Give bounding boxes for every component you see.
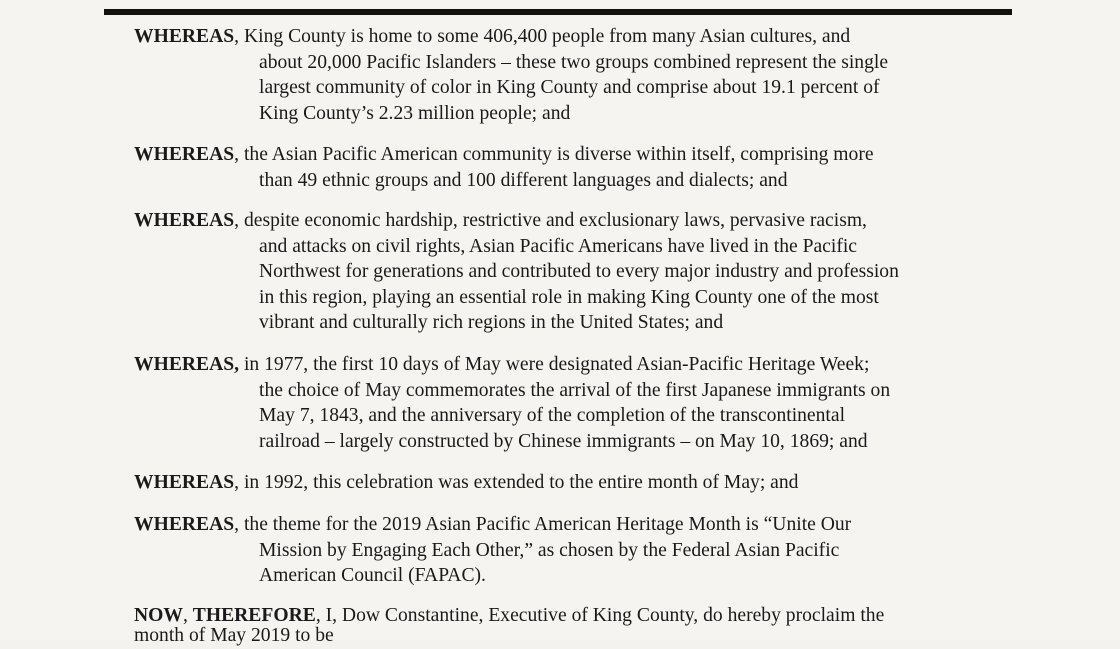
therefore-keyword: THEREFORE	[192, 605, 316, 626]
whereas-paragraph-3: WHEREAS, despite economic hardship, restrictive and exclusionary laws, pervasive racism, and attacks on civil rights, Asian Pacific Americans have lived in the Pacific Northwest for generations and contributed to every major industry and profession in this region, playing an essential role in making King County one of the most vibrant and culturally rich regions in the United States; and	[134, 210, 899, 334]
whereas-paragraph-6: WHEREAS, the theme for the 2019 Asian Pacific American Heritage Month is “Unite Our Mission by Engaging Each Other,” as chosen by the Federal Asian Pacific American Council (FAPAC).	[134, 514, 852, 587]
whereas-paragraph-1: WHEREAS, King County is home to some 406,400 people from many Asian cultures, and about 20,000 Pacific Islanders – these two groups combined represent the single largest community of color in King County and comprise about 19.1 percent of King County’s 2.23 million people; and	[134, 26, 889, 124]
whereas-keyword: WHEREAS	[134, 210, 235, 231]
whereas-keyword: WHEREAS,	[134, 354, 240, 375]
whereas-keyword: WHEREAS	[134, 472, 235, 493]
now-keyword: NOW	[134, 605, 183, 626]
whereas-keyword: WHEREAS	[134, 514, 235, 535]
whereas-paragraph-5: WHEREAS, in 1992, this celebration was extended to the entire month of May; and	[134, 472, 799, 493]
top-rule	[104, 9, 1012, 15]
whereas-keyword: WHEREAS	[134, 144, 235, 165]
whereas-keyword: WHEREAS	[134, 26, 235, 47]
whereas-paragraph-2: WHEREAS, the Asian Pacific American community is diverse within itself, comprising more than 49 ethnic groups and 100 different languages and dialects; and	[134, 144, 874, 191]
now-therefore-paragraph: NOW, THEREFORE, I, Dow Constantine, Executive of King County, do hereby proclaim the	[134, 605, 885, 626]
whereas-paragraph-4: WHEREAS, in 1977, the first 10 days of May were designated Asian-Pacific Heritage Week; the choice of May commemorates the arrival of the first Japanese immigrants on May 7, 1843, and the anniversary of the completion of the transcontinental railroad – largely constructed by Chinese immigrants – on May 10, 1869; and	[134, 354, 891, 452]
cut-off-line: month of May 2019 to be	[134, 625, 334, 646]
